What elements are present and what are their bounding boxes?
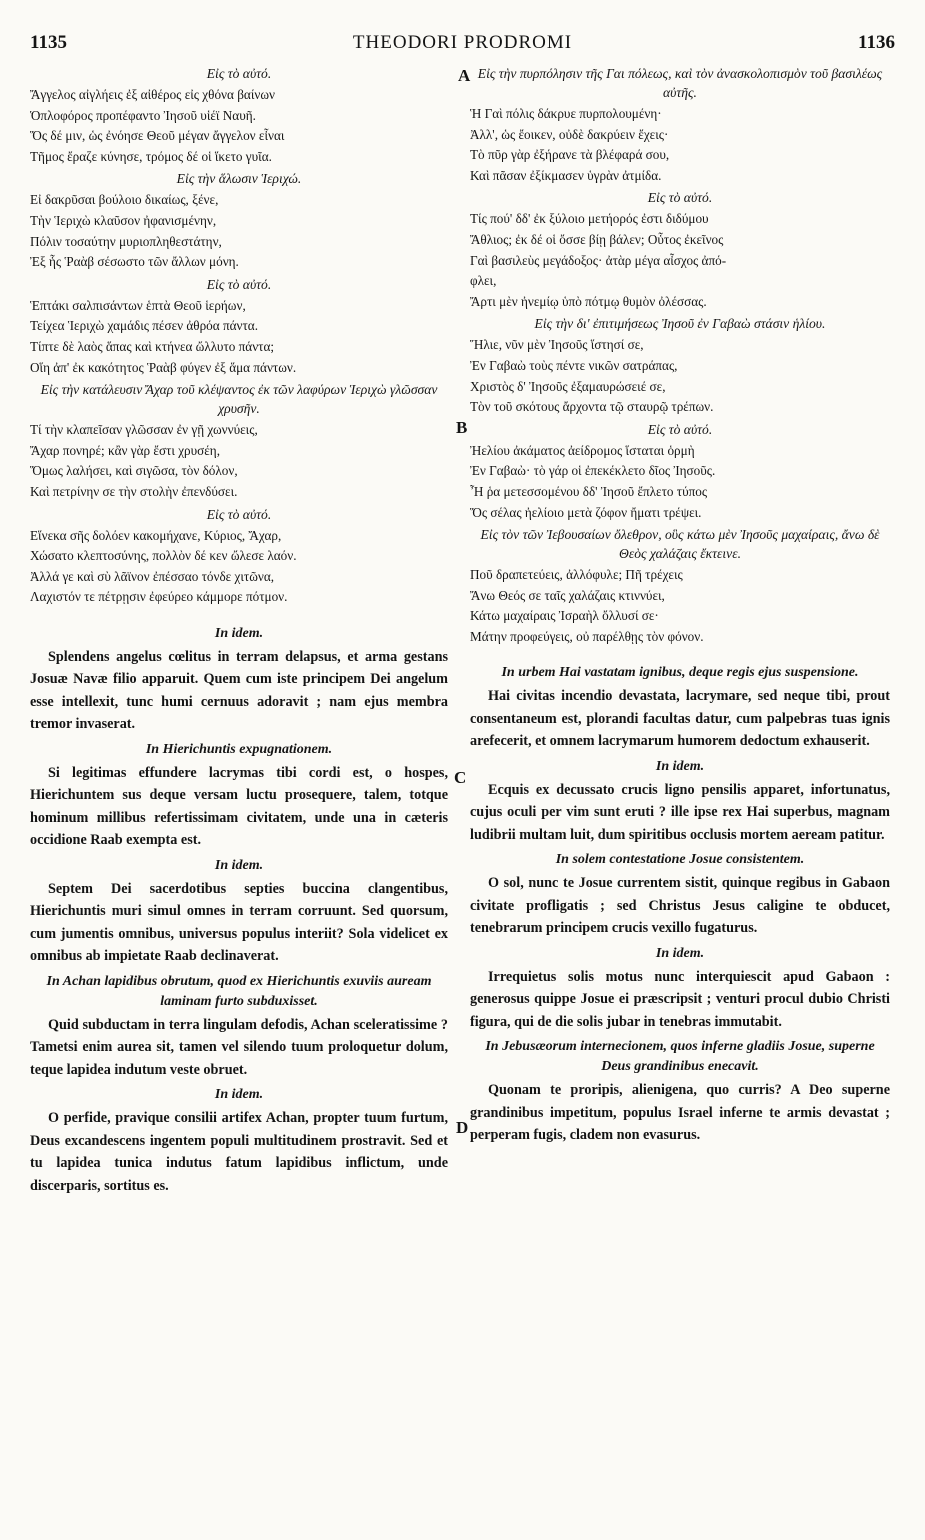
latin-paragraph: Quid subductam in terra lingulam defodis, Achan sceleratissime ? Tametsi enim aurea sit, tamen vel silendo tuum proloquetur dolum, teque lapidea indutum veste obruet. <box>30 1016 448 1078</box>
latin-section-title: In Hierichuntis expugnationem. <box>145 741 333 757</box>
greek-poem-title: Εἰς τὴν πυρπόλησιν τῆς Γαι πόλεως, καὶ τὸν ἀνασκολοπισμὸν τοῦ βασιλέως αὐτῆς. <box>477 66 883 100</box>
latin-paragraph: Septem Dei sacerdotibus septies buccina clangentibus, Hierichuntis muri simul omnes in terram corruunt. Sed quorsum, cum jumentis omnibus, universus populus interiit? Sola videlicet ex omnibus ab impietate Raab declinaverat. <box>30 880 448 965</box>
latin-translation-right <box>470 663 890 1147</box>
greek-verse-line: Ἥλιε, νῦν μὲν Ἰησοῦς ἵστησί σε, <box>470 337 644 353</box>
greek-verse-line: Ἡ Γαὶ πόλις δάκρυε πυρπολουμένη· <box>470 106 662 121</box>
greek-verse-line: Ἄρτι μὲν ἠνεμίῳ ὑπὸ πότμῳ θυμὸν ὀλέσσας. <box>470 293 707 309</box>
greek-verse-line: Μάτην προφεύγεις, οὐ παρέλθῃς τὸν φόνον. <box>470 628 704 644</box>
latin-paragraph: Quonam te proripis, alienigena, quo curris? A Deo superne grandinibus impetitum, populus Israel inferne te armis devastat ; perperam fugis, cladem non evasurus. <box>470 1082 890 1144</box>
greek-poem-title: Εἰς τὸ αὐτό. <box>647 421 713 437</box>
latin-paragraph: Irrequietus solis motus nunc interquiescit apud Gabaon : generosus quippe Josue ei præscripsit ; venturi procul dubio Christi figura, qui de die solis jubar in tenebras immutabit. <box>470 968 890 1030</box>
latin-section-title: In solem contestatione Josue consistentem. <box>555 852 805 868</box>
latin-paragraph: Splendens angelus cœlitus in terram delapsus, et arma gestans Josuæ Navæ filio apparuit. Quem cum iste principem Dei angelum esse intellexit, tunc humi cernuus adoravit ; nam ejus membra tremor invaserat. <box>30 648 448 733</box>
greek-verse-line: Ἦ ῥα μετεσσομένου δδ' Ἰησοῦ ἔπλετο τύπος <box>470 483 708 499</box>
greek-poem-title: Εἰς τὸ αὐτό. <box>206 66 272 81</box>
greek-verse-line: Ἐν Γαβαὼ τοὺς πέντε νικῶν σατράπας, <box>470 357 678 373</box>
latin-paragraph: O sol, nunc te Josue currentem sistit, quinque regibus in Gabaon civitate profligatis ; sed Christus Jesus caligine te obducet, tenebrarum principem crucis vexillo fugaturus. <box>470 875 890 937</box>
greek-verse-line: Κάτω μαχαίραις Ἰσραὴλ ὄλλυσί σε· <box>470 608 659 624</box>
greek-verse-line: Λαχιστόν τε πέτρῃσιν ἐφεύρεο κάμμορε πότμον. <box>30 589 288 605</box>
latin-paragraph: Ecquis ex decussato crucis ligno pensilis apparet, infortunatus, cujus oculi per vim sunt eruti ? ille ipse rex Hai superbus, magnam ludibrii multam luit, dum spiritibus occlusis mortem aeream patitur. <box>470 781 890 843</box>
greek-verse-line: Ἐν Γαβαὼ· τὸ γάρ οἱ ἐπεκέκλετο δῖος Ἰησοῦς. <box>470 463 716 479</box>
greek-poem-title: Εἰς τὴν δι' ἐπιτιμήσεως Ἰησοῦ ἐν Γαβαὼ στάσιν ἡλίου. <box>534 316 826 332</box>
greek-verse-line: Χώσατο κλεπτοσύνης, πολλὸν δέ κεν ὤλεσε λαόν. <box>30 548 297 564</box>
greek-poem-title: Εἰς τὸ αὐτό. <box>647 190 713 206</box>
greek-verse-line: Τὸ πῦρ γὰρ ἐξήρανε τὰ βλέφαρά σου, <box>470 147 670 163</box>
greek-verse-line: Τίπτε δὲ λαὸς ἅπας καὶ κτήνεα ὤλλυτο πάντα; <box>30 338 275 354</box>
greek-verse-line: Τῆμος ἔραζε κύνησε, τρόμος δέ οἱ ἵκετο γυῖα. <box>30 148 272 164</box>
margin-marker-a: A <box>458 66 471 85</box>
greek-verse-line: Ἐξ ἧς Ῥαὰβ σέσωστο τῶν ἄλλων μόνη. <box>30 254 239 270</box>
running-title: THEODORI PRODROMI <box>352 32 573 53</box>
greek-verse-line: Ὅς σέλας ἠελίοιο μετὰ ζόφον ἤματι τρέψει. <box>470 504 702 520</box>
page-number-right: 1136 <box>858 32 895 53</box>
greek-verse-line: Χριστὸς δ' Ἰησοῦς ἐξαμαυρώσειέ σε, <box>470 378 666 394</box>
margin-marker-c: C <box>454 768 467 787</box>
greek-poem-title: Εἰς τὸν τῶν Ἰεβουσαίων ὄλεθρον, οὓς κάτω μὲν Ἰησοῦς μαχαίραις, ἄνω δὲ Θεὸς χαλάζαις ἔκτεινε. <box>480 527 880 562</box>
greek-verse-line: Τείχεα Ἱεριχὼ χαμάδις πέσεν ἀθρόα πάντα. <box>30 318 259 334</box>
left-column <box>30 62 448 1197</box>
greek-verse-line: Ὅμως λαλήσει, καὶ σιγῶσα, τὸν δόλον, <box>30 463 238 479</box>
greek-verse-line: Ἠελίου ἀκάματος ἀείδρομος ἵσταται ὁρμὴ <box>470 442 695 458</box>
latin-section-title: In idem. <box>214 1087 264 1103</box>
greek-verse-line: Ἀλλά γε καὶ σὺ λᾶϊνον ἐπέσσαο τόνδε χιτῶνα, <box>30 568 275 584</box>
greek-verse-line: Ἀλλ', ὡς ἔοικεν, οὐδὲ δακρύειν ἔχεις· <box>470 126 669 142</box>
greek-verse-line: Οἵη ἀπ' ἐκ κακότητος Ῥαὰβ φύγεν ἐξ ἅμα πάντων. <box>30 359 297 375</box>
greek-verse-line: Τί τὴν κλαπεῖσαν γλῶσσαν ἐν γῇ χωννύεις, <box>30 422 258 438</box>
latin-section-title: In idem. <box>214 625 264 641</box>
latin-section-title: In Jebusæorum internecionem, quos inferne gladiis Josue, superne Deus grandinibus enecavit. <box>485 1039 875 1075</box>
right-column <box>470 62 890 1147</box>
greek-verse-line: Πόλιν τοσαύτην μυριοπληθεστάτην, <box>30 233 222 249</box>
greek-verse-line: Καὶ πᾶσαν ἐξίκμασεν ὑγρὰν ἀτμίδα. <box>470 167 662 183</box>
greek-verse-line: Ἄθλιος; ἐκ δέ οἱ ὄσσε βίῃ βάλεν; Οὗτος ἐκεῖνος <box>470 231 724 247</box>
greek-verse-line: Ἄνω Θεός σε ταῖς χαλάζαις κτιννύει, <box>470 587 665 603</box>
greek-verse-line: Ὅς δέ μιν, ὡς ἐνόησε Θεοῦ μέγαν ἄγγελον εἶναι <box>30 128 285 144</box>
greek-verse-line: Τὸν τοῦ σκότους ἄρχοντα τῷ σταυρῷ τρέπων. <box>470 399 714 415</box>
latin-section-title: In idem. <box>214 857 264 873</box>
greek-verse-line: Τίς πού' δδ' ἐκ ξύλοιο μετήορός ἐστι διδύμου <box>470 211 709 227</box>
latin-paragraph: O perfide, pravique consilii artifex Achan, propter tuum furtum, Deus excandescens ingentem populi multitudinem prostravit. Sed et tu lapidea tunica indutus fatum lapidibus inflictum, unde discerparis, sortitus es. <box>30 1110 448 1194</box>
greek-verse-line: Ὁπλοφόρος προπέφαντο Ἰησοῦ υἱέϊ Ναυῆ. <box>30 107 256 123</box>
latin-section-title: In idem. <box>655 945 705 961</box>
margin-marker-b: B <box>456 418 468 437</box>
greek-poems-left <box>30 64 448 608</box>
greek-poem-title: Εἰς τὴν ἅλωσιν Ἱεριχώ. <box>176 171 302 187</box>
greek-poem-title: Εἰς τὸ αὐτό. <box>206 276 272 292</box>
margin-marker-d: D <box>456 1118 469 1137</box>
greek-verse-line: Ἄχαρ πονηρέ; κἂν γὰρ ἔστι χρυσέη, <box>30 442 220 458</box>
greek-verse-line: φλει, <box>470 273 497 289</box>
latin-translation-left <box>30 624 448 1198</box>
latin-paragraph: Hai civitas incendio devastata, lacrymare, sed neque tibi, prout consentaneum est, plorandi facultas datur, cum palpebras tuas ignis arefecerit, et omnem lacrymarum humorem dedoctum exhauserit. <box>470 688 890 750</box>
greek-verse-line: Εἰ δακρῦσαι βούλοιο δικαίως, ξένε, <box>30 192 219 208</box>
greek-verse-line: Ἑπτάκι σαλπισάντων ἑπτὰ Θεοῦ ἱερήων, <box>30 297 246 313</box>
greek-poem-title: Εἰς τὸ αὐτό. <box>206 506 272 522</box>
greek-verse-line: Καὶ πετρίνην σε τὴν στολὴν ἐπενδύσει. <box>30 483 238 499</box>
latin-section-title: In idem. <box>655 758 705 774</box>
greek-poem-title: Εἰς τὴν κατάλευσιν Ἄχαρ τοῦ κλέψαντος ἐκ τῶν λαφύρων Ἱεριχὼ γλῶσσαν χρυσῆν. <box>40 382 438 417</box>
running-header <box>30 32 895 58</box>
latin-section-title: In urbem Hai vastatam ignibus, deque regis ejus suspensione. <box>501 665 859 681</box>
greek-verse-line: Ἄγγελος αἰγλήεις ἐξ αἰθέρος εἰς χθόνα βαίνων <box>30 87 275 102</box>
greek-verse-line: Ποῦ δραπετεύεις, ἀλλόφυλε; Πῆ τρέχεις <box>470 567 683 583</box>
latin-section-title: In Achan lapidibus obrutum, quod ex Hierichuntis exuviis auream laminam furto subduxisset. <box>46 973 432 1009</box>
latin-paragraph: Si legitimas effundere lacrymas tibi cordi est, o hospes, Hierichuntem sus deque versam luctu prosequere, talem, totque hominum millibus refertissimam civitatem, unde una in cæteris occidione Raab exempta est. <box>30 764 448 849</box>
greek-verse-line: Γαὶ βασιλεὺς μεγάδοξος· ἀτὰρ μέγα αἶσχος ἀπό- <box>470 252 727 268</box>
greek-verse-line: Τὴν Ἱεριχὼ κλαῦσον ἠφανισμένην, <box>30 212 217 228</box>
greek-poems-right <box>470 64 890 647</box>
page-number-left: 1135 <box>30 32 67 53</box>
greek-verse-line: Εἵνεκα σῆς δολόεν κακομήχανε, Κύριος, Ἄχαρ, <box>30 527 282 543</box>
